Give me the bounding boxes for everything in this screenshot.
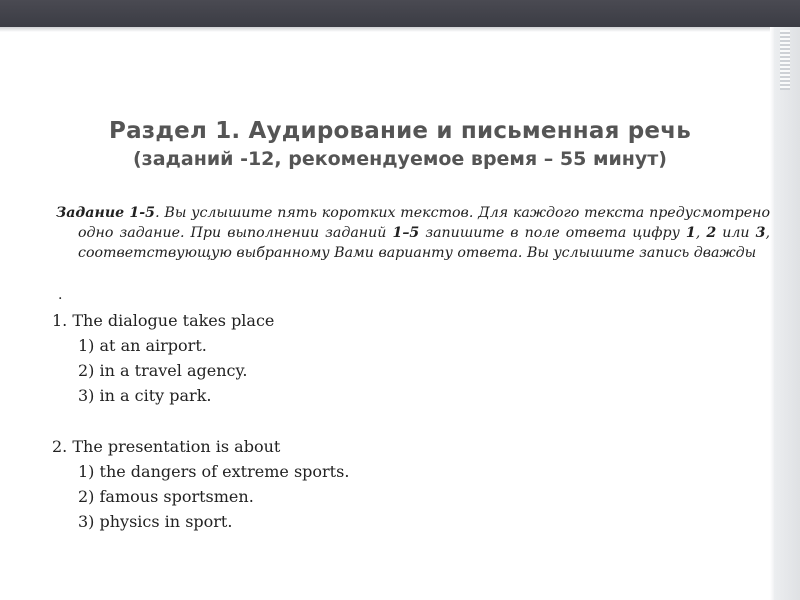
question-spacer [52, 408, 752, 434]
slide-decoration-stripes [780, 30, 790, 90]
task-instructions [56, 203, 770, 263]
bullet-dot: . [58, 287, 63, 303]
task-digit-3: 3 [755, 225, 766, 241]
task-separator: , [695, 225, 707, 241]
answer-option: 1) the dangers of extreme sports. [78, 462, 350, 481]
answer-option: 3) physics in sport. [78, 512, 233, 531]
answer-option: 3) in a city park. [78, 386, 212, 405]
task-text-part2: запишите в поле ответа цифру [419, 225, 686, 241]
slide-title-subtitle: (заданий -12, рекомендуемое время – 55 минут) [133, 148, 667, 170]
slide-title [40, 118, 760, 170]
task-digit-1: 1 [685, 225, 696, 241]
answer-option: 1) at an airport. [78, 336, 207, 355]
task-digit-2: 2 [706, 225, 717, 241]
slide-top-bar [0, 0, 800, 27]
question-1 [52, 308, 752, 408]
task-text-part1: . Вы услышите пять коротких текстов. Для каждого текста предусмотрено одно задание. При выполнении заданий [78, 205, 770, 241]
question-title: 1. The dialogue takes place [52, 311, 275, 330]
answer-option: 2) famous sportsmen. [78, 487, 254, 506]
question-list [52, 308, 752, 534]
slide-right-bar [774, 27, 800, 600]
slide-top-bar-shadow [0, 27, 800, 32]
answer-option: 2) in a travel agency. [78, 361, 248, 380]
slide-title-main: Раздел 1. Аудирование и письменная речь [109, 118, 691, 144]
question-2 [52, 434, 752, 534]
task-text-or: или [716, 225, 756, 241]
task-range: 1–5 [392, 225, 420, 241]
task-text-part3: , соответствующую выбранному Вами варианту ответа. Вы услышите запись дважды [78, 225, 770, 261]
question-title: 2. The presentation is about [52, 437, 281, 456]
task-label: Задание 1-5 [56, 205, 156, 221]
